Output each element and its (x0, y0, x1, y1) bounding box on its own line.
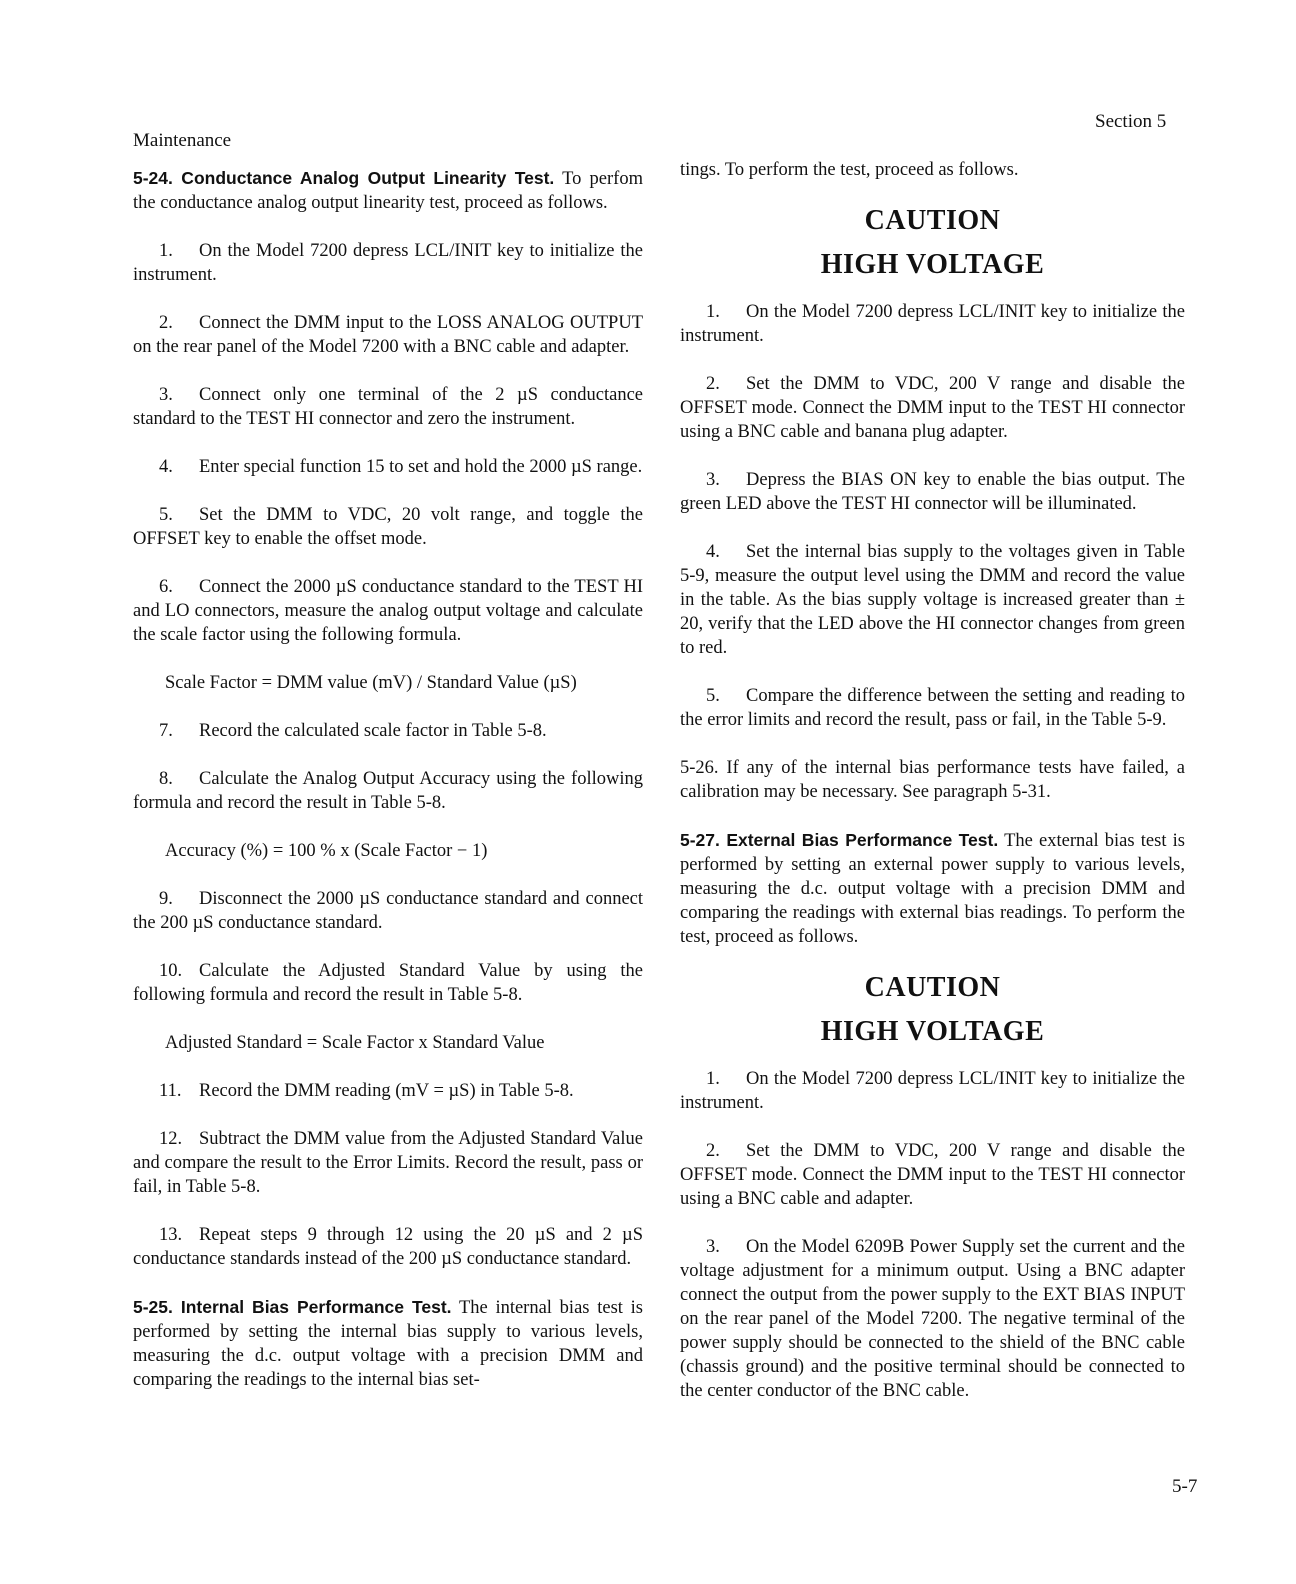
high-voltage-heading: HIGH VOLTAGE (820, 1016, 1045, 1047)
section-5-24 (133, 166, 643, 215)
step: 11. Record the DMM reading (mV = µS) in Table 5-8. (159, 1081, 574, 1101)
section-5-26: 5-26. If any of the internal bias performance tests have failed, a calibration may be necessary. See paragraph 5-31. (680, 758, 1185, 802)
section-intro: The external bias test is performed by setting an external power supply to various levels, measuring the d.c. output voltage with a precision DMM and comparing the readings with external bias readings. To perform the test, proceed as follows. (680, 831, 1186, 947)
left-column (133, 166, 643, 1416)
step: 10. Calculate the Adjusted Standard Value by using the following formula and record the result in Table 5-8. (133, 961, 643, 1005)
step: 5. Set the DMM to VDC, 20 volt range, and toggle the OFFSET key to enable the offset mode. (133, 505, 643, 549)
section-intro: The internal bias test is performed by setting the internal bias supply to various levels, measuring the d.c. output voltage with a precision DMM and comparing the readings to the internal bias set- (133, 1298, 643, 1390)
page-number: 5-7 (1172, 1476, 1198, 1497)
step: 3. On the Model 6209B Power Supply set the current and the voltage adjustment for a minimum output. Using a BNC adapter connect the output from the power supply to the EXT BIAS INPUT on the rear panel of the Model 7200. The negative terminal of the power supply should be connected to the shield of the BNC cable (chassis ground) and the positive terminal should be connected to the center conductor of the BNC cable. (680, 1237, 1185, 1401)
header-right: Section 5 (1095, 111, 1167, 132)
step: 1. On the Model 7200 depress LCL/INIT key to initialize the instrument. (133, 241, 643, 285)
step: 2. Connect the DMM input to the LOSS ANALOG OUTPUT on the rear panel of the Model 7200 with a BNC cable and adapter. (133, 313, 643, 357)
formula-scale-factor: Scale Factor = DMM value (mV) / Standard Value (µS) (165, 673, 577, 693)
header-left: Maintenance (133, 130, 232, 151)
high-voltage-heading: HIGH VOLTAGE (820, 249, 1045, 280)
step: 1. On the Model 7200 depress LCL/INIT key to initialize the instrument. (680, 302, 1185, 346)
step: 1. On the Model 7200 depress LCL/INIT key to initialize the instrument. (680, 1069, 1185, 1113)
section-intro: To perfom the conductance analog output linearity test, proceed as follows. (133, 169, 643, 213)
step: 4. Set the internal bias supply to the voltages given in Table 5-9, measure the output level using the DMM and record the value in the table. As the bias supply voltage is increased greater than ± 20, verify that the LED above the HI connector changes from green to red. (680, 542, 1185, 658)
formula-accuracy: Accuracy (%) = 100 % x (Scale Factor − 1) (165, 841, 488, 861)
step: 2. Set the DMM to VDC, 200 V range and disable the OFFSET mode. Connect the DMM input to the TEST HI connector using a BNC cable and adapter. (680, 1141, 1185, 1209)
section-5-27 (680, 828, 1185, 949)
step: 12. Subtract the DMM value from the Adjusted Standard Value and compare the result to the Error Limits. Record the result, pass or fail, in Table 5-8. (133, 1129, 643, 1197)
formula-adjusted-standard: Adjusted Standard = Scale Factor x Standard Value (165, 1033, 545, 1053)
step: 6. Connect the 2000 µS conductance standard to the TEST HI and LO connectors, measure the analog output voltage and calculate the scale factor using the following formula. (133, 577, 643, 645)
caution-heading: CAUTION (864, 205, 1001, 236)
step: 13. Repeat steps 9 through 12 using the 20 µS and 2 µS conductance standards instead of the 200 µS conductance standard. (133, 1225, 643, 1269)
step: 4. Enter special function 15 to set and hold the 2000 µS range. (159, 457, 643, 477)
step: 5. Compare the difference between the setting and reading to the error limits and record the result, pass or fail, in the Table 5-9. (680, 686, 1185, 730)
step: 2. Set the DMM to VDC, 200 V range and disable the OFFSET mode. Connect the DMM input to the TEST HI connector using a BNC cable and banana plug adapter. (680, 374, 1185, 442)
section-heading: 5-27. External Bias Performance Test. (680, 830, 999, 850)
section-heading: 5-24. Conductance Analog Output Linearity Test. (133, 168, 555, 188)
step: 3. Connect only one terminal of the 2 µS conductance standard to the TEST HI connector and zero the instrument. (133, 385, 643, 429)
right-column (680, 158, 1185, 1427)
step: 3. Depress the BIAS ON key to enable the bias output. The green LED above the TEST HI connector will be illuminated. (680, 470, 1185, 514)
caution-heading: CAUTION (864, 972, 1001, 1003)
section-heading: 5-25. Internal Bias Performance Test. (133, 1297, 452, 1317)
continuation-text: tings. To perform the test, proceed as follows. (680, 160, 1019, 180)
step: 8. Calculate the Analog Output Accuracy using the following formula and record the result in Table 5-8. (133, 769, 643, 813)
step: 7. Record the calculated scale factor in Table 5-8. (159, 721, 547, 741)
step: 9. Disconnect the 2000 µS conductance standard and connect the 200 µS conductance standard. (133, 889, 643, 933)
section-5-25 (133, 1295, 643, 1392)
